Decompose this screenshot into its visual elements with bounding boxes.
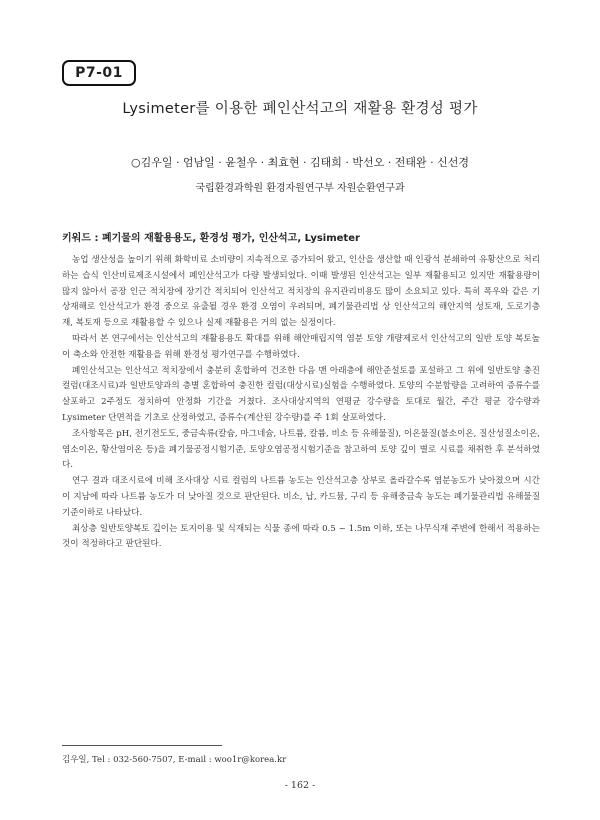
session-code-badge: P7-01 bbox=[62, 60, 136, 86]
paragraph-objective: 따라서 본 연구에서는 인산석고의 재활용용도 확대를 위해 해안매립지역 염분 토양 개량제로서 인산석고의 일반 토양 복토높이 축소와 안전한 재활용을 위해 환경성 평가연구를 수행하였다. bbox=[62, 333, 540, 360]
corresponding-author-footnote: 김우일, Tel : 032-560-7507, E-mail : woo1r@korea.kr bbox=[62, 755, 287, 765]
keywords: 키워드 : 폐기물의 재활용용도, 환경성 평가, 인산석고, Lysimeter bbox=[62, 233, 360, 244]
footnote-divider bbox=[62, 745, 222, 746]
paper-title: Lysimeter를 이용한 폐인산석고의 재활용 환경성 평가 bbox=[122, 101, 478, 117]
paragraph-analysis: 조사항목은 pH, 전기전도도, 중금속류(칼슘, 마그네슘, 나트륨, 칼륨, 비소 등 유해물질), 이온물질(불소이온, 질산성질소이온, 염소이온, 황산염이온 등)을 폐기물공정시험기준, 토양오염공정시험기준을 참고하여 토양 깊이 별로 시료를 채취한 후 분석하였다. bbox=[62, 428, 540, 471]
affiliation: 국립환경과학원 환경자원연구부 자원순환연구과 bbox=[195, 183, 405, 194]
page-number: - 162 - bbox=[284, 780, 316, 791]
paragraph-method: 폐인산석고는 인산석고 적치장에서 충분히 혼합하여 건조한 다음 맨 아래층에 해안준설토를 포설하고 그 위에 일반토양 충진컬럼(대조시료)과 일반토양과의 층별 혼합하여 충진한 컬럼(대상시료)실험을 수행하였다. 토양의 수분함량을 고려하여 증류수를 살포하고 2주정도 정치하여 안정화 기간을 거쳤다. 조사대상지역의 연평균 강수량을 토대로 월간, 주간 평균 강수량과 Lysimeter 단면적을 기초로 산정하였고, 증류수(계산된 강수량)를 주 1회 살포하였다. bbox=[62, 365, 540, 423]
paragraph-background: 농업 생산성을 높이기 위해 화학비료 소비량이 지속적으로 증가되어 왔고, 인산을 생산할 때 인광석 분쇄하여 유황산으로 처리하는 습식 인산비료제조시설에서 폐인산석고가 다량 발생되었다. 이때 발생된 인산석고는 일부 재활용되고 있지만 재활용량이 많지 않아서 공장 인근 적치장에 장기간 적치되어 인산석고 적치장의 유지관리비용도 많이 소요되고 있다. 특히 폭우와 같은 기상재해로 인산석고가 환경 중으로 유출될 경우 환경 오염이 우려되며, 폐기물관리법 상 인산석고의 해안지역 성토재, 도로기층재, 복토재 등으로 재활용할 수 있으나 실제 재활용은 거의 없는 실정이다. bbox=[62, 255, 540, 329]
paragraph-conclusion: 최상층 일반토양복토 깊이는 토지이용 및 식재되는 식물 종에 따라 0.5 ~ 1.5m 이하, 또는 나무식재 주변에 한해서 적용하는 것이 적정하다고 판단된다. bbox=[62, 523, 540, 550]
author-list: ○김우일 · 엄남일 · 윤철우 · 최효현 · 김태희 · 박선오 · 전태완 · 신선경 bbox=[130, 156, 470, 169]
abstract-body bbox=[62, 253, 540, 553]
paragraph-results: 연구 결과 대조시료에 비해 조사대상 시료 컬럼의 나트륨 농도는 인산석고층 상부로 올라갈수록 염분농도가 낮아졌으며 시간이 지남에 따라 나트륨 농도가 더 낮아질 것으로 판단된다. 비소, 납, 카드뮴, 구리 등 유해중금속 농도는 폐기물관리법 유해물질 기준이하로 나타났다. bbox=[62, 476, 540, 518]
